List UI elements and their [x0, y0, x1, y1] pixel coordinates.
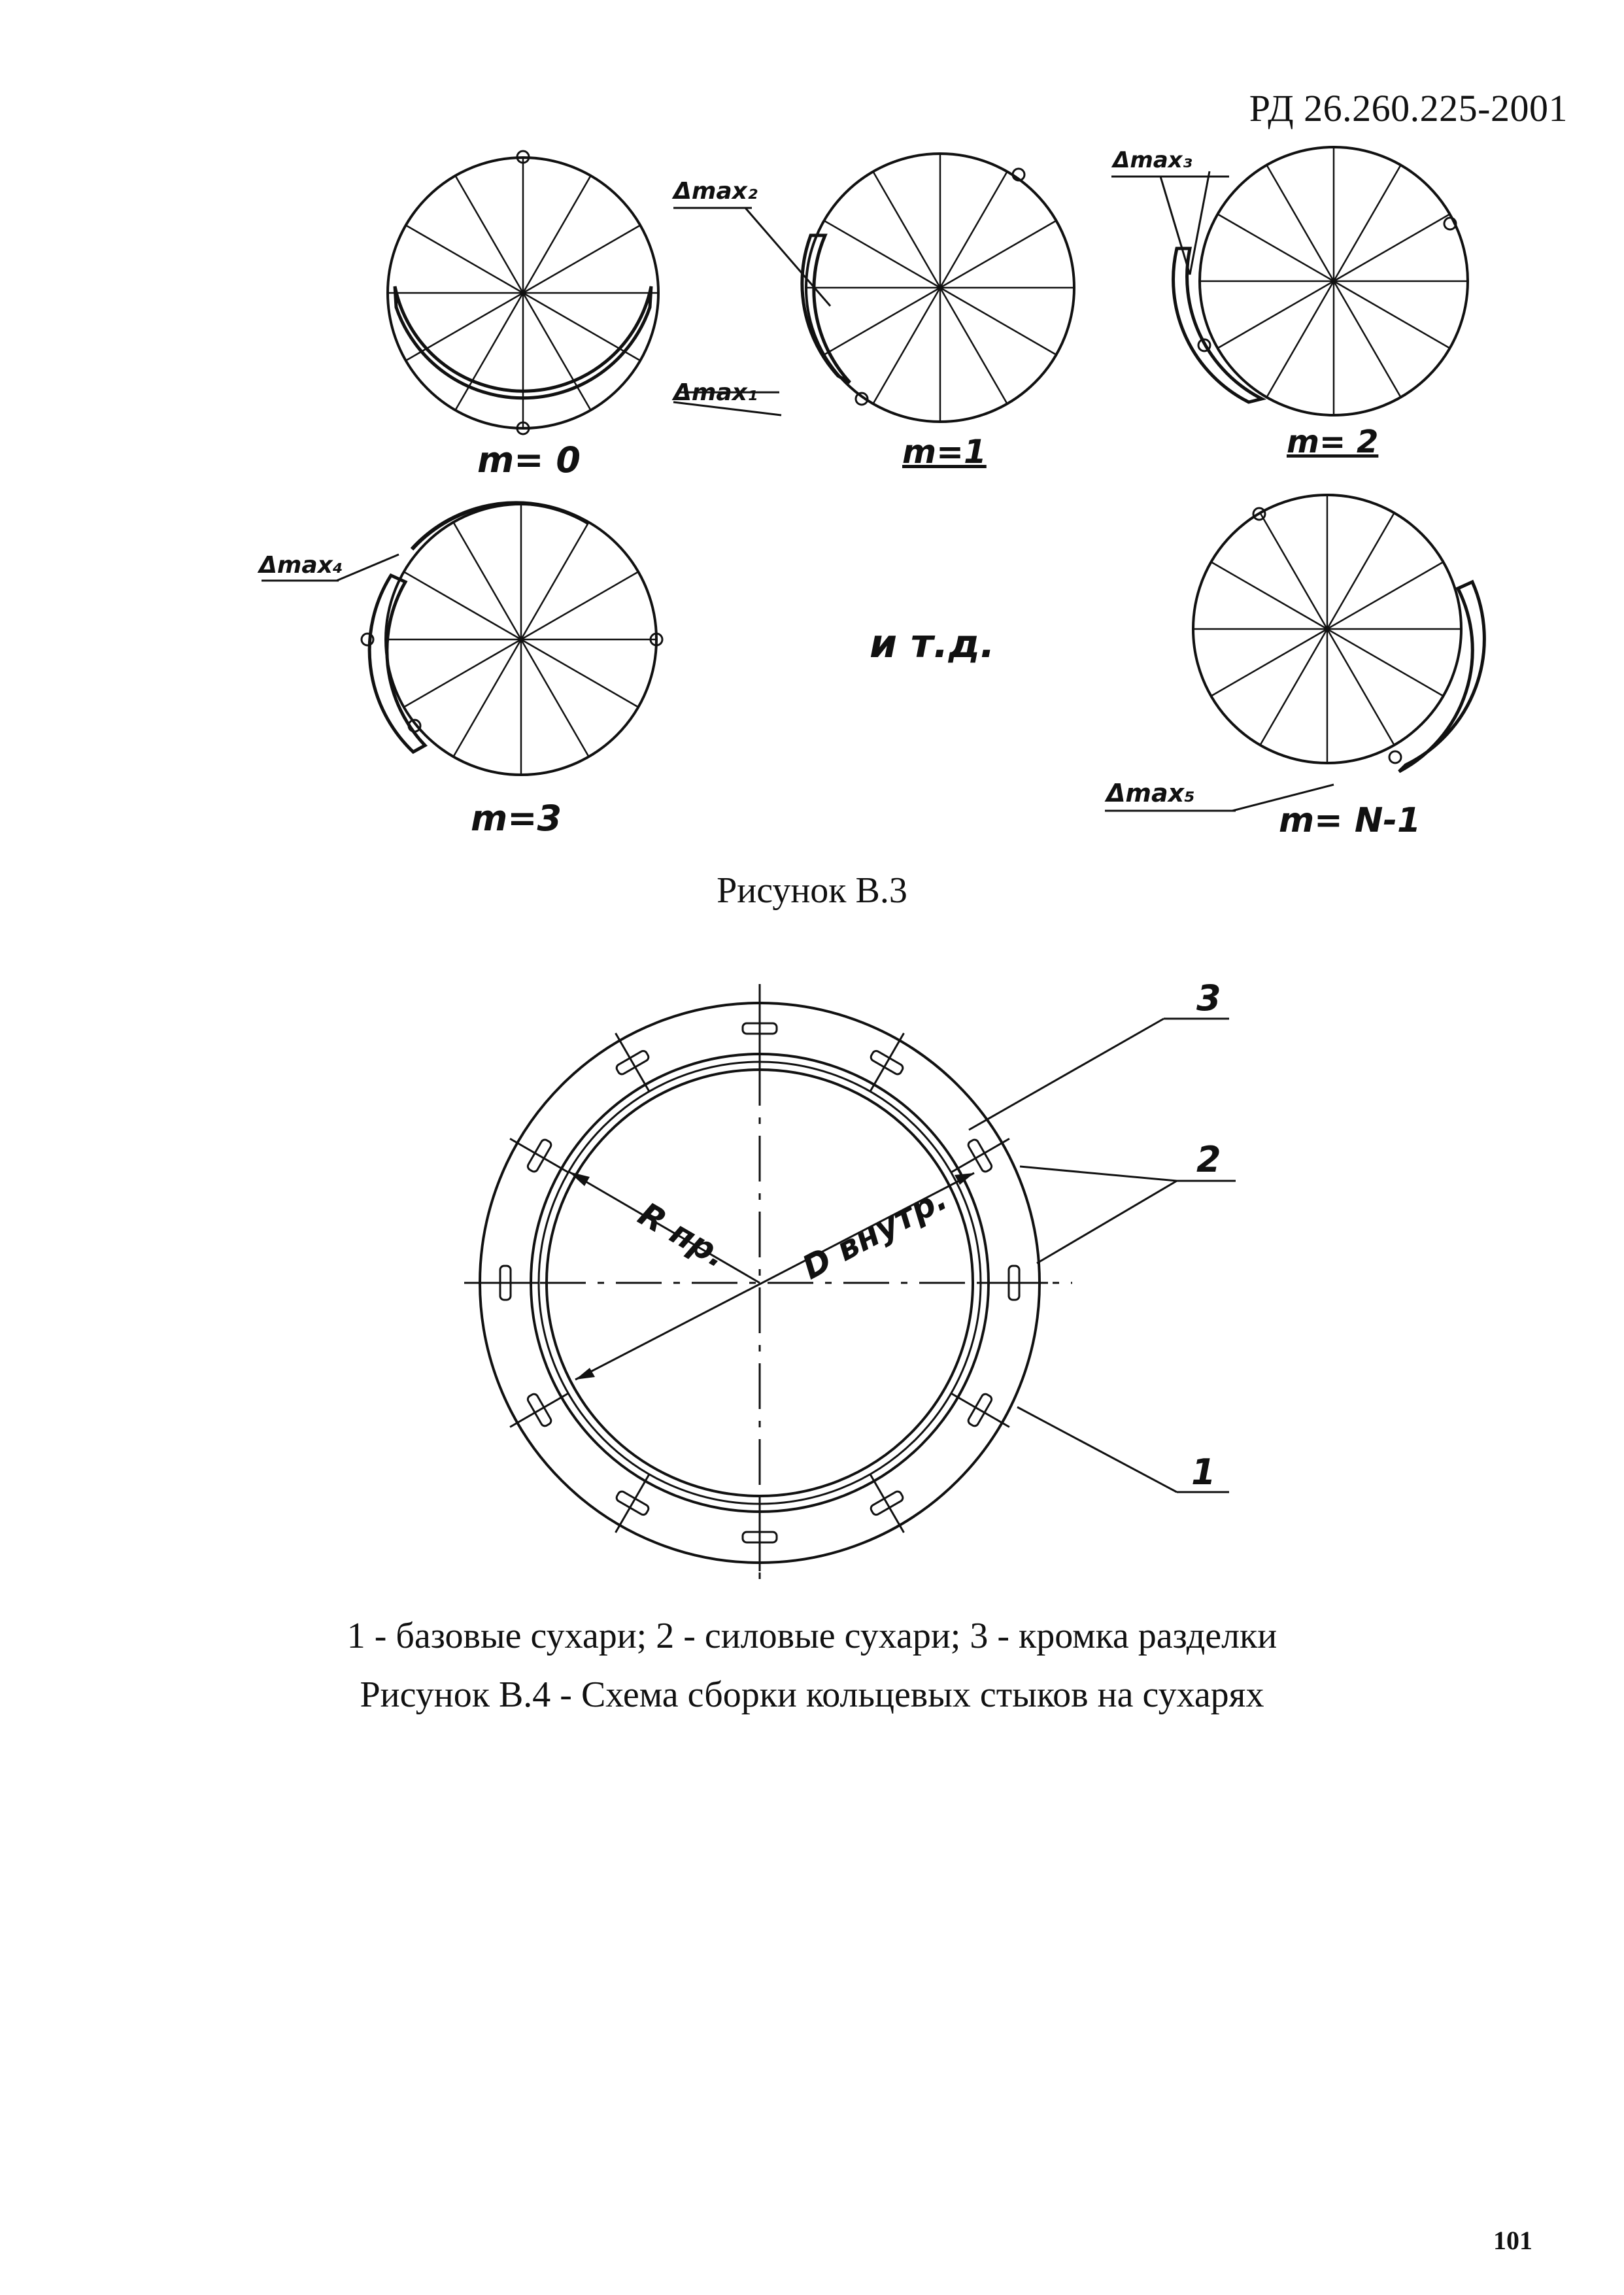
wheel-spoke — [1211, 629, 1328, 696]
wheel-spoke — [873, 288, 941, 404]
delta-label-3: Δmax₃ — [1113, 147, 1193, 173]
marker — [362, 634, 373, 645]
document-code: РД 26.260.225-2001 — [1249, 87, 1568, 129]
wheel-spoke — [1327, 513, 1395, 630]
diameter-label: D внутр. — [796, 1179, 954, 1287]
wheel-spoke — [404, 639, 521, 707]
wheel-spoke — [1327, 629, 1395, 745]
callout-3: 3 — [1196, 978, 1221, 1019]
wheel-spoke — [1334, 281, 1450, 348]
m-label-3: m=3 — [471, 798, 562, 839]
radius-label: R пр. — [632, 1195, 734, 1276]
delta-label-5: Δmax₅ — [1106, 779, 1195, 808]
m-label-2: m= 2 — [1287, 424, 1379, 460]
wheel-spoke — [1334, 214, 1450, 282]
wheel-spoke — [1267, 281, 1334, 398]
wheel-spoke — [1327, 562, 1444, 630]
wheel-spoke — [873, 172, 941, 288]
assembly-block — [743, 1503, 777, 1571]
wheel-spoke — [1260, 513, 1328, 630]
assembly-scheme — [464, 984, 1236, 1582]
wheel-spoke — [521, 522, 589, 639]
page-number: 101 — [1493, 2226, 1532, 2255]
wheel-spoke — [404, 572, 521, 640]
wheel-spoke — [940, 288, 1057, 355]
wheel-spoke — [824, 288, 941, 355]
wheel-spoke — [1334, 281, 1401, 398]
wheel-spoke — [1211, 562, 1328, 630]
wheel-spoke — [1334, 165, 1401, 282]
m-label-0: m= 0 — [477, 439, 581, 481]
wheel-spoke — [521, 639, 638, 707]
wheel-spoke — [1267, 165, 1334, 282]
wheel-m-n-1 — [1193, 495, 1484, 772]
wheel-spoke — [523, 226, 640, 294]
marker — [1389, 751, 1401, 763]
wheel-spoke — [406, 226, 523, 294]
wheel-spoke — [454, 522, 522, 639]
wheel-spoke — [940, 221, 1057, 288]
callout-1: 1 — [1191, 1452, 1216, 1493]
wheel-spoke — [1218, 281, 1334, 348]
figure-b3-caption: Рисунок В.3 — [717, 870, 907, 911]
wheel-spoke — [406, 293, 523, 361]
etc-label: и т.д. — [870, 621, 995, 667]
delta-label-2: Δmax₂ — [673, 178, 758, 205]
delta-label-4: Δmax₄ — [259, 552, 343, 579]
delta-label-1: Δmax₁ — [673, 379, 758, 406]
wheel-spoke — [1218, 214, 1334, 282]
wheel-spoke — [1260, 629, 1328, 745]
assembly-block — [471, 1266, 539, 1300]
wheel-spoke — [521, 639, 589, 756]
wheel-spoke — [824, 221, 941, 288]
callout-2: 2 — [1196, 1139, 1221, 1180]
wheel-spoke — [940, 288, 1007, 404]
figure-b4-caption: Рисунок В.4 - Схема сборки кольцевых стыков на сухарях — [360, 1674, 1264, 1715]
wheel-spoke — [940, 172, 1007, 288]
assembly-block — [980, 1266, 1048, 1300]
wheel-spoke — [523, 293, 640, 361]
m-label-1: m=1 — [902, 433, 987, 471]
m-label-n-1: m= N-1 — [1279, 801, 1421, 840]
wheel-spoke — [454, 639, 522, 756]
assembly-block — [743, 994, 777, 1062]
wheel-spoke — [1327, 629, 1444, 696]
wheel-spoke — [456, 176, 524, 293]
wheel-spoke — [521, 572, 638, 640]
wheel-spoke — [523, 176, 591, 293]
figure-b4-legend: 1 - базовые сухари; 2 - силовые сухари; 3 - кромка разделки — [347, 1616, 1277, 1656]
